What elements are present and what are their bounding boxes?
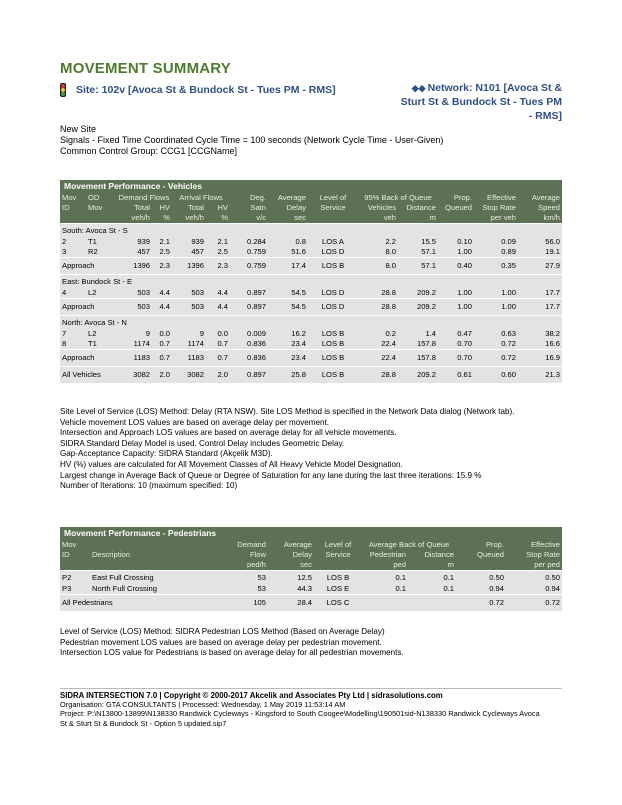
table-cell: 1.00 (474, 299, 518, 316)
table-cell: 53 (257, 584, 266, 593)
table-cell: 21.3 (518, 367, 562, 384)
col-header: Distance (398, 203, 438, 213)
table-cell: LOS C (314, 595, 362, 612)
table-cell: 1396 (172, 258, 206, 275)
col-header: Flow (230, 550, 268, 560)
table-cell: 4.4 (159, 288, 170, 297)
col-header: per veh (474, 213, 518, 224)
section-label: East: Bundock St - E (60, 275, 562, 289)
col-header: Stop Rate (506, 550, 562, 560)
pedestrians-header-row (60, 550, 562, 560)
pedestrian-notes (60, 627, 404, 659)
table-cell: 1.00 (457, 288, 472, 297)
table-cell: 0.63 (501, 329, 516, 338)
col-header: Deg. (230, 193, 268, 203)
network-icon: ◆◆ (411, 83, 426, 93)
table-cell: 54.5 (291, 288, 306, 297)
table-cell: 157.8 (398, 350, 438, 367)
col-header: Mov (60, 540, 90, 550)
table-cell: 457 (137, 247, 150, 256)
table-cell: 2.2 (385, 237, 396, 246)
table-cell: 1.00 (438, 299, 474, 316)
table-cell: 0.72 (501, 339, 516, 348)
table-cell: 3082 (172, 367, 206, 384)
col-header: Demand Flows (116, 193, 172, 203)
table-cell: 2.3 (206, 258, 230, 275)
col-header: Distance (408, 550, 456, 560)
table-cell: 0.0 (217, 329, 228, 338)
all-vehicles-label: All Vehicles (60, 367, 116, 384)
pedestrians-header-row (60, 540, 562, 550)
table-cell: 19.1 (545, 247, 560, 256)
col-header: Delay (268, 550, 314, 560)
table-cell: 0.897 (246, 288, 266, 297)
col-header: Mov (86, 203, 116, 213)
col-header: Effective (506, 540, 562, 550)
table-cell: 0.836 (246, 339, 266, 348)
table-cell: 2.1 (159, 237, 170, 246)
all-pedestrians-row (60, 595, 562, 612)
table-cell: 0.94 (489, 584, 504, 593)
col-header: km/h (518, 213, 562, 224)
col-header: Service (314, 550, 362, 560)
footer-project: Project: P:\N13800-13899\N138330 Randwick Cycleways - Kingsford to South Coogee\Modelling\190501sid-N138330 Randwick Cycleways Avoca (60, 709, 540, 719)
note-line: Gap-Acceptance Capacity: SIDRA Standard (Akçelik M3D). (60, 449, 273, 459)
table-cell: 8 (62, 339, 67, 348)
section-label: North: Avoca St - N (60, 316, 562, 330)
vehicle-notes (60, 407, 514, 492)
all-pedestrians-label: All Pedestrians (60, 595, 230, 612)
table-row (60, 329, 562, 339)
table-cell: 2.5 (159, 247, 170, 256)
section-label: South: Avoca St - S (60, 224, 562, 238)
table-cell: 0.897 (230, 299, 268, 316)
traffic-light-icon (60, 83, 66, 97)
table-row (60, 571, 562, 585)
table-cell: 0.72 (474, 350, 518, 367)
table-cell: 1174 (187, 339, 204, 348)
table-cell: LOS B (308, 350, 358, 367)
table-cell: 1183 (116, 350, 152, 367)
table-cell: 54.5 (268, 299, 308, 316)
table-cell: 0.759 (230, 258, 268, 275)
footer (60, 691, 562, 728)
col-header: sec (268, 560, 314, 571)
table-cell: 4.4 (206, 299, 230, 316)
col-header: Satn (230, 203, 268, 213)
vehicles-panel (60, 180, 562, 383)
table-row (60, 339, 562, 350)
table-cell: 28.4 (268, 595, 314, 612)
table-cell: 8.0 (385, 247, 396, 256)
pedestrians-table (60, 540, 562, 611)
footer-copyright: SIDRA INTERSECTION 7.0 | Copyright © 2000-2017 Akcelik and Associates Pty Ltd | sidrasolutions.com (60, 691, 443, 700)
section-row (60, 224, 562, 238)
table-cell: 17.7 (518, 299, 562, 316)
table-cell: 0.7 (206, 350, 230, 367)
col-header: Arrival Flows (172, 193, 230, 203)
table-cell: LOS E (326, 584, 350, 593)
table-cell: 16.2 (291, 329, 306, 338)
table-cell: 7 (62, 329, 67, 338)
col-header: m (408, 560, 456, 571)
table-cell: 0.89 (501, 247, 516, 256)
table-cell: 22.4 (358, 350, 398, 367)
table-cell: 56.0 (545, 237, 560, 246)
approach-row (60, 350, 562, 367)
network-label: Network: N101 [Avoca St & Sturt St & Bundock St - Tues PM - RMS] (400, 82, 562, 122)
table-cell: 0.8 (295, 237, 306, 246)
table-cell: R2 (88, 247, 98, 256)
table-cell: 4.4 (152, 299, 172, 316)
footer-divider (60, 688, 562, 689)
table-cell: 0.1 (443, 584, 454, 593)
table-cell: 0.72 (456, 595, 506, 612)
table-cell: 0.1 (395, 584, 406, 593)
site-label: Site: 102v [Avoca St & Bundock St - Tues PM - RMS] (76, 84, 336, 96)
table-cell: 0.50 (456, 571, 506, 585)
col-header: Speed (518, 203, 562, 213)
table-cell (408, 595, 456, 612)
table-cell: 503 (172, 299, 206, 316)
footer-organisation: Organisation: GTA CONSULTANTS | Processed: Wednesday, 1 May 2019 11:53:14 AM (60, 700, 346, 710)
site-info (60, 124, 443, 157)
col-header: Average Back of Queue (362, 540, 456, 550)
table-cell: 105 (230, 595, 268, 612)
table-cell: 0.35 (474, 258, 518, 275)
info-line: New Site (60, 124, 97, 134)
table-cell: 15.5 (421, 237, 436, 246)
table-cell: 0.1 (408, 571, 456, 585)
table-cell: 2.0 (152, 367, 172, 384)
section-row (60, 275, 562, 289)
table-cell: 0.47 (457, 329, 472, 338)
table-cell: 23.4 (291, 339, 306, 348)
vehicles-panel-title: Movement Performance - Vehicles (60, 180, 562, 193)
col-header: % (206, 213, 230, 224)
table-cell: 0.2 (385, 329, 396, 338)
col-header: Average (268, 540, 314, 550)
col-header: Service (308, 203, 358, 213)
col-header: Level of (314, 540, 362, 550)
table-cell: 1.4 (425, 329, 436, 338)
col-header: Queued (456, 550, 506, 560)
table-cell: LOS D (321, 247, 345, 256)
table-cell: 17.7 (545, 288, 560, 297)
table-cell: 0.009 (246, 329, 266, 338)
table-cell: T1 (88, 339, 97, 348)
table-cell: 23.4 (268, 350, 308, 367)
info-line: Signals - Fixed Time Coordinated Cycle Time = 100 seconds (Network Cycle Time - User-Given) (60, 135, 444, 145)
table-cell: 1396 (116, 258, 152, 275)
table-row (60, 288, 562, 299)
col-header: Vehicles (358, 203, 398, 213)
table-cell: 0.0 (159, 329, 170, 338)
table-cell: 1.00 (501, 288, 516, 297)
table-cell: 457 (191, 247, 204, 256)
pedestrians-panel (60, 527, 562, 611)
col-header: m (398, 213, 438, 224)
col-header: veh (358, 213, 398, 224)
table-cell: P2 (60, 571, 90, 585)
table-cell: 53 (230, 571, 268, 585)
table-row (60, 237, 562, 247)
pedestrians-table-body (60, 571, 562, 612)
table-cell: LOS B (321, 339, 345, 348)
col-header: veh/h (172, 213, 206, 224)
col-header: Pedestrian (362, 550, 408, 560)
col-header: Effective (474, 193, 518, 203)
table-cell: 1183 (172, 350, 206, 367)
info-line: Common Control Group: CCG1 [CCGName] (60, 146, 238, 156)
table-cell: 51.6 (291, 247, 306, 256)
table-row (60, 584, 562, 595)
table-cell: 4.4 (217, 288, 228, 297)
table-cell: 0.61 (438, 367, 474, 384)
table-row (60, 247, 562, 258)
table-cell: 16.6 (545, 339, 560, 348)
table-cell: 0.40 (438, 258, 474, 275)
col-header: Delay (268, 203, 308, 213)
table-cell: 0.836 (230, 350, 268, 367)
approach-row (60, 258, 562, 275)
vehicles-table-body (60, 224, 562, 384)
table-cell: 9 (145, 329, 150, 338)
page-title: MOVEMENT SUMMARY (60, 60, 231, 77)
table-cell: 0.7 (152, 350, 172, 367)
col-header: Level of (308, 193, 358, 203)
table-cell: 28.8 (381, 288, 396, 297)
approach-label: Approach (60, 299, 116, 316)
table-cell: P3 (62, 584, 72, 593)
table-cell: L2 (88, 329, 97, 338)
col-header: Average (518, 193, 562, 203)
network-heading (398, 81, 562, 123)
col-header: % (152, 213, 172, 224)
col-header: sec (268, 213, 308, 224)
table-cell: LOS A (322, 237, 344, 246)
table-cell (362, 595, 408, 612)
table-cell: 38.2 (545, 329, 560, 338)
note-line: Level of Service (LOS) Method: SIDRA Pedestrian LOS Method (Based on Average Delay) (60, 627, 385, 636)
note-line: Largest change in Average Back of Queue or Degree of Saturation for any lane during the last three iterations: 15.9 % (60, 470, 482, 480)
col-header: Total (172, 203, 206, 213)
note-line: Site Level of Service (LOS) Method: Delay (RTA NSW). Site LOS Method is specified in the Network Data dialog (Network tab). (60, 407, 515, 416)
table-cell: 0.09 (501, 237, 516, 246)
table-cell: 9 (199, 329, 204, 338)
table-cell: LOS B (314, 571, 362, 585)
col-header: Mov (60, 193, 86, 203)
table-cell: 0.60 (474, 367, 518, 384)
table-cell: 3082 (116, 367, 152, 384)
col-header: 95% Back of Queue (358, 193, 438, 203)
table-cell: 28.8 (358, 367, 398, 384)
section-row (60, 316, 562, 330)
all-vehicles-row (60, 367, 562, 384)
col-header: v/c (230, 213, 268, 224)
table-cell: 503 (116, 299, 152, 316)
table-cell: 28.8 (358, 299, 398, 316)
col-header: Prop. (438, 193, 474, 203)
col-header: Total (116, 203, 152, 213)
col-header: per ped (506, 560, 562, 571)
vehicles-header-row (60, 213, 562, 224)
approach-row (60, 299, 562, 316)
table-cell: 209.2 (398, 367, 438, 384)
col-header: Prop. (456, 540, 506, 550)
col-header: veh/h (116, 213, 152, 224)
table-cell: 0.284 (246, 237, 266, 246)
table-cell: 2.5 (217, 247, 228, 256)
approach-label: Approach (60, 258, 116, 275)
table-cell: 8.0 (358, 258, 398, 275)
col-header: Description (90, 550, 230, 560)
table-cell: T1 (88, 237, 97, 246)
table-cell: 209.2 (416, 288, 436, 297)
table-cell: 157.8 (416, 339, 436, 348)
vehicles-header-row (60, 203, 562, 213)
table-cell: 0.50 (506, 571, 562, 585)
table-cell: East Full Crossing (90, 571, 230, 585)
table-cell: 939 (137, 237, 150, 246)
note-line: SIDRA Standard Delay Model is used. Control Delay includes Geometric Delay. (60, 438, 345, 448)
table-cell: 209.2 (398, 299, 438, 316)
table-cell: 16.9 (518, 350, 562, 367)
table-cell: 2.1 (217, 237, 228, 246)
pedestrians-panel-title: Movement Performance - Pedestrians (60, 527, 562, 540)
table-cell: 2.3 (152, 258, 172, 275)
col-header: Stop Rate (474, 203, 518, 213)
vehicles-table (60, 193, 562, 383)
col-header: HV (152, 203, 172, 213)
table-cell: 0.897 (230, 367, 268, 384)
table-cell: 17.4 (268, 258, 308, 275)
table-cell: 1174 (133, 339, 150, 348)
table-cell: 0.94 (545, 584, 560, 593)
table-cell: 0.10 (457, 237, 472, 246)
pedestrians-header-row (60, 560, 562, 571)
table-cell: 57.1 (421, 247, 436, 256)
table-cell: L2 (88, 288, 97, 297)
table-cell: 25.8 (268, 367, 308, 384)
col-header: Demand (230, 540, 268, 550)
col-header: ID (60, 203, 86, 213)
col-header: Average (268, 193, 308, 203)
approach-label: Approach (60, 350, 116, 367)
table-cell: 0.72 (506, 595, 562, 612)
table-cell: North Full Crossing (92, 584, 157, 593)
note-line: Intersection and Approach LOS values are based on average delay for all vehicle movements. (60, 428, 397, 438)
table-cell: 2.0 (206, 367, 230, 384)
note-line: Intersection LOS value for Pedestrians is based on average delay for all pedestrian movements. (60, 648, 404, 658)
note-line: Number of Iterations: 10 (maximum specified: 10) (60, 481, 238, 491)
table-cell: 12.5 (268, 571, 314, 585)
table-cell: 0.70 (438, 350, 474, 367)
table-cell: 0.7 (217, 339, 228, 348)
table-cell: 503 (191, 288, 204, 297)
site-heading (60, 83, 336, 97)
table-cell: 2 (62, 237, 67, 246)
col-header: OD (86, 193, 116, 203)
table-cell: 44.3 (297, 584, 312, 593)
table-cell: 939 (191, 237, 204, 246)
table-cell: 0.70 (457, 339, 472, 348)
table-cell: LOS B (308, 258, 358, 275)
table-cell: LOS B (321, 329, 345, 338)
table-cell: LOS D (308, 299, 358, 316)
vehicles-header-row (60, 193, 562, 203)
col-header: ped (362, 560, 408, 571)
table-cell: 0.759 (246, 247, 266, 256)
col-header: ped/h (230, 560, 268, 571)
table-cell: 27.9 (518, 258, 562, 275)
table-cell: 1.00 (457, 247, 472, 256)
table-cell: 3 (62, 247, 67, 256)
table-cell: LOS B (308, 367, 358, 384)
table-cell: 0.1 (362, 571, 408, 585)
note-line: Vehicle movement LOS values are based on average delay per movement. (60, 417, 330, 427)
note-line: HV (%) values are calculated for All Movement Classes of All Heavy Vehicle Model Designation. (60, 459, 403, 469)
table-cell: 57.1 (398, 258, 438, 275)
col-header: ID (60, 550, 90, 560)
col-header: HV (206, 203, 230, 213)
table-cell: 4 (62, 288, 67, 297)
table-cell: LOS D (321, 288, 345, 297)
col-header: Queued (438, 203, 474, 213)
note-line: Pedestrian movement LOS values are based on average delay per pedestrian movement. (60, 637, 382, 647)
table-cell: 503 (137, 288, 150, 297)
footer-project-cont: St & Sturt St & Bundock St - Option 5 updated.sip7 (60, 718, 227, 728)
table-cell: 0.7 (159, 339, 170, 348)
table-cell: 22.4 (381, 339, 396, 348)
